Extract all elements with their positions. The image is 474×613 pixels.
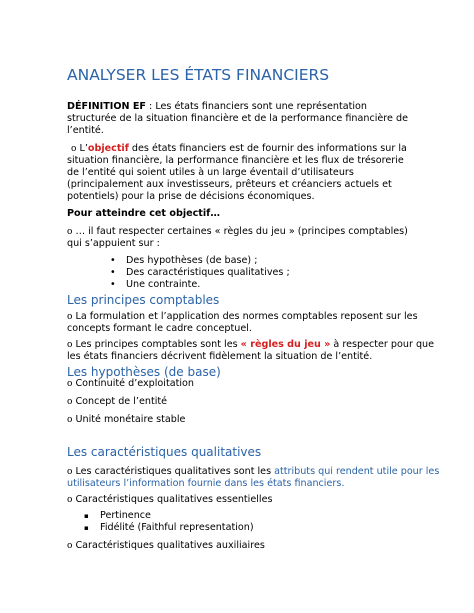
regles-line-1: ο … il faut respecter certaines « règles du jeu » (principes comptables) bbox=[67, 226, 408, 237]
objectif-highlight: objectif bbox=[87, 143, 129, 154]
paragraph-marker: ο bbox=[67, 312, 73, 322]
list-item: ο Unité monétaire stable bbox=[67, 414, 186, 425]
pour-atteindre-heading: Pour atteindre cet objectif… bbox=[67, 208, 220, 219]
principes-p2-line-2: les états financiers décrivent fidèlement la situation de l’entité. bbox=[67, 351, 373, 362]
definition-line-2: structurée de la situation financière et de la performance financière de bbox=[67, 113, 408, 124]
principes-heading: Les principes comptables bbox=[67, 293, 220, 307]
list-item: • Une contrainte. bbox=[110, 279, 201, 290]
list-item: ▪ Pertinence bbox=[84, 510, 151, 521]
regles-line-2: qui s’appuient sur : bbox=[67, 238, 160, 249]
definition-label: DÉFINITION EF bbox=[67, 101, 146, 112]
definition-line-3: l’entité. bbox=[67, 125, 104, 136]
objectif-line-2: situation financière, la performance financière et les flux de trésorerie bbox=[67, 155, 404, 166]
principes-p1-line-2: concepts formant le cadre conceptuel. bbox=[67, 323, 252, 334]
objectif-line-4: (principalement aux investisseurs, prêteurs et créanciers actuels et bbox=[67, 179, 392, 190]
regles-highlight: « règles du jeu » bbox=[240, 339, 331, 350]
principes-p1-line-1: ο La formulation et l’application des normes comptables reposent sur les bbox=[67, 311, 418, 322]
hypotheses-heading: Les hypothèses (de base) bbox=[67, 365, 221, 379]
list-item: ▪ Fidélité (Faithful representation) bbox=[84, 522, 254, 533]
objectif-line-1: ο L’objectif des états financiers est de fournir des informations sur la bbox=[71, 143, 407, 154]
caracteristiques-intro-line-1: ο Les caractéristiques qualitatives sont les attributs qui rendent utile pour les bbox=[67, 466, 440, 477]
document-title: ANALYSER LES ÉTATS FINANCIERS bbox=[67, 66, 330, 84]
auxiliaires-line: ο Caractéristiques qualitatives auxiliaires bbox=[67, 540, 265, 551]
list-item: ο Continuité d’exploitation bbox=[67, 378, 194, 389]
principes-p2-line-1: ο Les principes comptables sont les « règles du jeu » à respecter pour que bbox=[67, 339, 435, 350]
attributs-highlight: attributs qui rendent utile pour les bbox=[274, 466, 440, 477]
caracteristiques-intro-line-2: utilisateurs l’information fournie dans les états financiers. bbox=[67, 478, 345, 489]
list-item: • Des caractéristiques qualitatives ; bbox=[110, 267, 290, 278]
caracteristiques-heading: Les caractéristiques qualitatives bbox=[67, 445, 262, 459]
definition-line-1: DÉFINITION EF : Les états financiers sont une représentation bbox=[67, 101, 367, 112]
essentielles-line: ο Caractéristiques qualitatives essentielles bbox=[67, 494, 273, 505]
list-item: • Des hypothèses (de base) ; bbox=[110, 255, 258, 266]
objectif-line-3: de l’entité qui soient utiles à un large éventail d’utilisateurs bbox=[67, 167, 354, 178]
paragraph-marker: ο bbox=[67, 340, 73, 350]
paragraph-marker: ο bbox=[67, 227, 73, 237]
paragraph-marker: ο bbox=[71, 144, 77, 154]
objectif-line-5: potentiels) pour la prise de décisions économiques. bbox=[67, 191, 315, 202]
list-item: ο Concept de l’entité bbox=[67, 396, 168, 407]
paragraph-marker: ο bbox=[67, 467, 73, 477]
